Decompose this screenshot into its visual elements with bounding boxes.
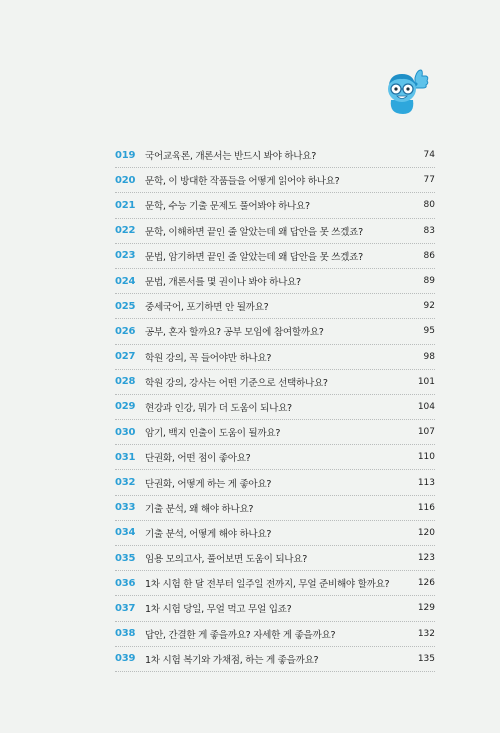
toc-entry-title: 문학, 이 방대한 작품들을 어떻게 읽어야 하나요? [145,176,340,188]
toc-entry-page: 123 [417,553,435,564]
toc-entry[interactable] [115,193,435,218]
toc-entry-number: 020 [115,174,136,186]
toc-entry-page: 86 [423,250,435,261]
toc-entry[interactable] [115,622,435,647]
toc-entry-number: 034 [115,527,136,539]
toc-entry[interactable] [115,445,435,470]
toc-entry-number: 027 [115,351,136,363]
table-of-contents [115,143,435,672]
toc-entry-page: 95 [423,326,435,337]
toc-entry-number: 022 [115,225,136,237]
toc-entry-number: 031 [115,451,136,463]
toc-entry-number: 028 [115,376,136,388]
toc-entry-page: 110 [417,452,435,463]
toc-entry[interactable] [115,219,435,244]
toc-entry-page: 83 [423,225,435,236]
toc-entry-title: 1차 시험 한 달 전부터 일주일 전까지, 무얼 준비해야 할까요? [145,579,390,591]
toc-entry[interactable] [115,496,435,521]
toc-entry[interactable] [115,470,435,495]
toc-entry-page: 101 [417,376,435,387]
toc-entry-title: 문학, 이해하면 끝인 줄 알았는데 왜 답안을 못 쓰겠죠? [145,226,363,238]
toc-entry-number: 033 [115,502,136,514]
toc-entry[interactable] [115,370,435,395]
toc-entry-number: 035 [115,552,136,564]
toc-entry-page: 74 [423,150,435,161]
toc-entry-title: 국어교육론, 개론서는 반드시 봐야 하나요? [145,151,316,163]
toc-entry-number: 023 [115,250,136,262]
toc-entry-page: 80 [423,200,435,211]
toc-entry-title: 문법, 암기하면 끝인 줄 알았는데 왜 답안을 못 쓰겠죠? [145,251,363,263]
toc-entry-page: 107 [417,427,435,438]
toc-entry-title: 임용 모의고사, 풀어보면 도움이 되나요? [145,554,308,566]
toc-entry[interactable] [115,395,435,420]
toc-entry-number: 036 [115,577,136,589]
mascot-thumbs-up-icon [381,64,431,116]
toc-entry-title: 학원 강의, 꼭 들어야만 하나요? [145,352,272,364]
toc-entry[interactable] [115,596,435,621]
toc-entry-page: 135 [417,653,435,664]
toc-entry-number: 025 [115,300,136,312]
toc-entry-number: 030 [115,426,136,438]
toc-entry[interactable] [115,143,435,168]
toc-entry-page: 120 [417,527,435,538]
toc-entry-title: 현강과 인강, 뭐가 더 도움이 되나요? [145,402,292,414]
toc-entry-title: 공부, 혼자 할까요? 공부 모임에 참여할까요? [145,327,324,339]
toc-entry-title: 단권화, 어떻게 하는 게 좋아요? [145,478,272,490]
toc-entry[interactable] [115,319,435,344]
toc-entry-page: 77 [423,175,435,186]
toc-entry-number: 038 [115,628,136,640]
toc-entry[interactable] [115,244,435,269]
toc-entry-title: 답안, 간결한 게 좋을까요? 자세한 게 좋을까요? [145,629,336,641]
toc-entry-page: 98 [423,351,435,362]
toc-entry-page: 132 [417,628,435,639]
toc-entry[interactable] [115,420,435,445]
toc-entry-number: 019 [115,149,136,161]
toc-entry-number: 026 [115,325,136,337]
toc-entry-page: 92 [423,301,435,312]
toc-entry-number: 029 [115,401,136,413]
toc-entry-title: 문학, 수능 기출 문제도 풀어봐야 하나요? [145,201,310,213]
toc-entry-title: 기출 분석, 어떻게 해야 하나요? [145,528,272,540]
toc-entry-page: 113 [417,477,435,488]
toc-entry[interactable] [115,647,435,672]
toc-entry[interactable] [115,546,435,571]
toc-entry-page: 116 [417,502,435,513]
toc-entry-page: 104 [417,401,435,412]
toc-entry-title: 암기, 백지 인출이 도움이 될까요? [145,428,281,440]
toc-entry-page: 126 [417,578,435,589]
toc-entry-title: 1차 시험 복기와 가채점, 하는 게 좋을까요? [145,654,319,666]
toc-entry[interactable] [115,168,435,193]
toc-entry[interactable] [115,269,435,294]
toc-entry-number: 039 [115,653,136,665]
toc-entry-number: 021 [115,199,136,211]
toc-entry-number: 037 [115,602,136,614]
toc-entry-title: 중세국어, 포기하면 안 될까요? [145,302,269,314]
toc-entry-title: 학원 강의, 강사는 어떤 기준으로 선택하나요? [145,377,328,389]
toc-entry-title: 기출 분석, 왜 해야 하나요? [145,503,254,515]
toc-entry[interactable] [115,521,435,546]
toc-entry-title: 1차 시험 당일, 무얼 먹고 무얼 입죠? [145,604,292,616]
toc-entry-number: 032 [115,477,136,489]
toc-entry-title: 문법, 개론서를 몇 권이나 봐야 하나요? [145,277,301,289]
toc-entry-number: 024 [115,275,136,287]
toc-entry[interactable] [115,345,435,370]
toc-entry-title: 단권화, 어떤 점이 좋아요? [145,453,251,465]
toc-entry-page: 129 [417,603,435,614]
toc-entry[interactable] [115,294,435,319]
toc-entry-page: 89 [423,276,435,287]
toc-entry[interactable] [115,571,435,596]
